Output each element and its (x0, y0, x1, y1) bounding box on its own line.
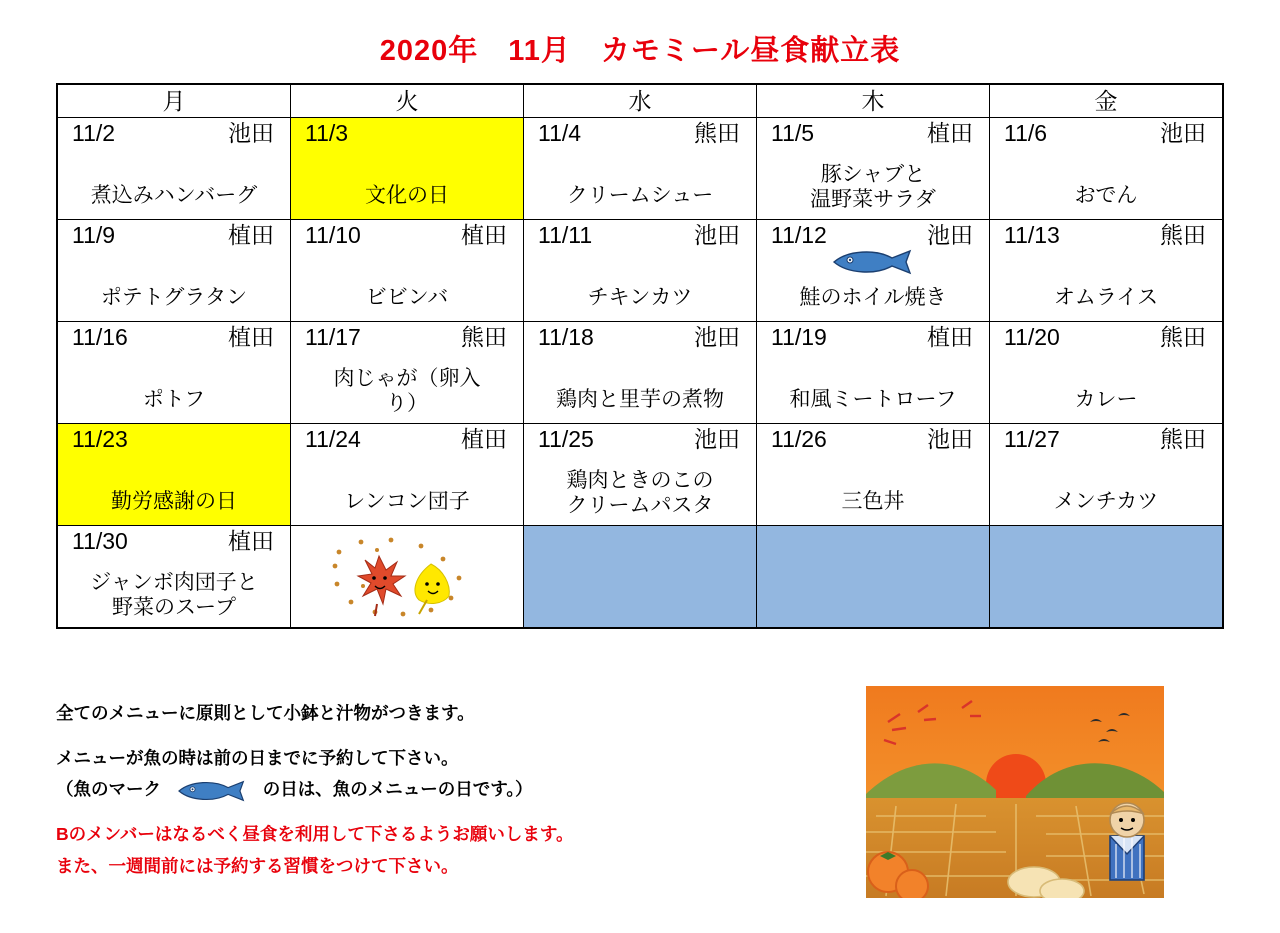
day-date: 11/19 (771, 324, 827, 350)
day-dish: おでん (1074, 184, 1138, 208)
day-dish: レンコン団子 (344, 490, 470, 514)
day-staff: 池田 (927, 426, 973, 452)
empty-blue-cell (524, 526, 757, 629)
table-row (57, 118, 1223, 220)
day-dish: 鮭のホイル焼き (799, 286, 947, 310)
day-date: 11/26 (771, 426, 827, 452)
day-cell-top (58, 424, 290, 451)
day-dish: カレー (1074, 388, 1138, 412)
autumn-leaves-cell (291, 526, 524, 629)
day-dish: 肉じゃが（卵入 り） (333, 367, 481, 416)
day-date: 11/4 (538, 120, 582, 146)
day-cell (57, 220, 291, 322)
day-cell (57, 118, 291, 220)
day-cell-top (524, 220, 756, 247)
day-staff: 池田 (927, 222, 973, 248)
day-date: 11/25 (538, 426, 594, 452)
autumn-scenery-illustration (866, 686, 1164, 898)
menu-calendar-table (56, 83, 1224, 629)
day-date: 11/23 (72, 426, 128, 452)
day-staff: 熊田 (1160, 324, 1206, 350)
day-dish: ポテトグラタン (100, 286, 248, 310)
day-dish: 和風ミートローフ (789, 388, 957, 412)
day-dish: メンチカツ (1053, 490, 1159, 514)
day-cell (291, 220, 524, 322)
day-cell-holiday (291, 118, 524, 220)
day-date: 11/9 (72, 222, 116, 248)
day-cell-top (58, 322, 290, 349)
day-cell-top (990, 220, 1222, 247)
fish-icon (172, 780, 252, 802)
page-title: 2020年 11月 カモミール昼食献立表 (379, 35, 901, 67)
day-date: 11/17 (305, 324, 361, 350)
empty-blue-cell (990, 526, 1224, 629)
day-staff: 池田 (694, 426, 740, 452)
day-cell-top (757, 424, 989, 451)
day-cell-top (757, 220, 989, 247)
day-cell (990, 118, 1224, 220)
day-staff: 池田 (694, 324, 740, 350)
day-staff: 熊田 (1160, 222, 1206, 248)
day-date: 11/6 (1004, 120, 1048, 146)
day-staff: 植田 (461, 222, 507, 248)
day-staff: 池田 (228, 120, 274, 146)
day-dish: 煮込みハンバーグ (90, 184, 258, 208)
day-cell (757, 118, 990, 220)
day-cell-holiday (57, 424, 291, 526)
note-fish-mark-after: の日は、魚のメニューの日です。） (262, 779, 533, 800)
day-dish: 勤労感謝の日 (111, 490, 237, 514)
table-row (57, 526, 1223, 629)
day-dish: 鶏肉ときのこの クリームパスタ (566, 469, 714, 518)
autumn-leaves-illustration (291, 526, 523, 627)
day-dish: オムライス (1053, 286, 1159, 310)
day-date: 11/5 (771, 120, 815, 146)
day-staff: 植田 (927, 324, 973, 350)
day-dish: 豚シャブと 温野菜サラダ (810, 163, 936, 212)
day-cell (990, 424, 1224, 526)
day-cell (57, 526, 291, 629)
day-staff: 池田 (1160, 120, 1206, 146)
day-cell-top (58, 526, 290, 553)
day-staff: 植田 (228, 324, 274, 350)
day-date: 11/27 (1004, 426, 1060, 452)
day-date: 11/12 (771, 222, 827, 248)
day-cell-top (757, 322, 989, 349)
day-cell-top (524, 322, 756, 349)
day-dish: 文化の日 (365, 184, 449, 208)
day-cell (524, 322, 757, 424)
day-cell-top (757, 118, 989, 145)
note-week-ahead: また、一週間前には予約する習慣をつけて下さい。 (56, 855, 459, 876)
day-dish: ジャンボ肉団子と 野菜のスープ (90, 571, 258, 620)
day-cell-top (990, 118, 1222, 145)
day-staff: 植田 (927, 120, 973, 146)
sunset-field-icon (866, 686, 1164, 898)
day-cell-top (524, 424, 756, 451)
table-body (57, 118, 1223, 629)
table-row (57, 322, 1223, 424)
day-cell (757, 424, 990, 526)
day-cell-top (58, 118, 290, 145)
day-date: 11/3 (305, 120, 349, 146)
day-cell-top (524, 118, 756, 145)
day-dish: 鶏肉と里芋の煮物 (556, 388, 724, 412)
table-header-row (57, 84, 1223, 118)
note-fish-reservation: メニューが魚の時は前の日までに予約して下さい。 (56, 748, 459, 769)
notes-section (56, 700, 816, 898)
day-date: 11/16 (72, 324, 128, 350)
day-cell (990, 322, 1224, 424)
day-cell-top (990, 322, 1222, 349)
table-row (57, 220, 1223, 322)
day-cell-top (291, 118, 523, 145)
day-date: 11/30 (72, 528, 128, 554)
day-staff: 熊田 (694, 120, 740, 146)
weekday-header-fri: 金 (990, 84, 1224, 118)
day-dish: ポトフ (142, 388, 206, 412)
day-cell-fish (757, 220, 990, 322)
day-cell-top (58, 220, 290, 247)
weekday-header-mon: 月 (57, 84, 291, 118)
day-cell-top (291, 322, 523, 349)
maple-ginkgo-icon (291, 526, 523, 627)
day-dish: 三色丼 (841, 490, 905, 514)
day-date: 11/2 (72, 120, 116, 146)
day-staff: 植田 (461, 426, 507, 452)
note-b-members: Bのメンバーはなるべく昼食を利用して下さるようお願いします。 (56, 824, 574, 845)
day-cell (524, 220, 757, 322)
weekday-header-wed: 水 (524, 84, 757, 118)
day-staff: 熊田 (461, 324, 507, 350)
day-staff: 植田 (228, 222, 274, 248)
day-cell (990, 220, 1224, 322)
note-side-dishes: 全てのメニューに原則として小鉢と汁物がつきます。 (56, 703, 475, 723)
scarecrow-figure (1110, 803, 1144, 880)
day-cell-top (291, 424, 523, 451)
day-dish: チキンカツ (587, 286, 693, 310)
day-cell (524, 424, 757, 526)
day-date: 11/10 (305, 222, 361, 248)
day-cell-top (291, 220, 523, 247)
weekday-header-tue: 火 (291, 84, 524, 118)
day-cell (757, 322, 990, 424)
empty-blue-cell (757, 526, 990, 629)
day-cell (524, 118, 757, 220)
day-dish: ビビンバ (365, 286, 449, 310)
day-date: 11/24 (305, 426, 361, 452)
weekday-header-thu: 木 (757, 84, 990, 118)
day-cell (291, 424, 524, 526)
day-date: 11/18 (538, 324, 594, 350)
day-date: 11/13 (1004, 222, 1060, 248)
day-staff: 池田 (694, 222, 740, 248)
fish-icon (830, 249, 916, 275)
note-fish-mark-before: （魚のマーク (56, 779, 161, 800)
day-date: 11/20 (1004, 324, 1060, 350)
day-dish: クリームシュー (566, 184, 714, 208)
day-cell (57, 322, 291, 424)
day-cell-top (990, 424, 1222, 451)
day-staff: 植田 (228, 528, 274, 554)
day-staff: 熊田 (1160, 426, 1206, 452)
day-cell (291, 322, 524, 424)
day-date: 11/11 (538, 222, 593, 248)
note-fish-mark (56, 776, 816, 803)
table-row (57, 424, 1223, 526)
